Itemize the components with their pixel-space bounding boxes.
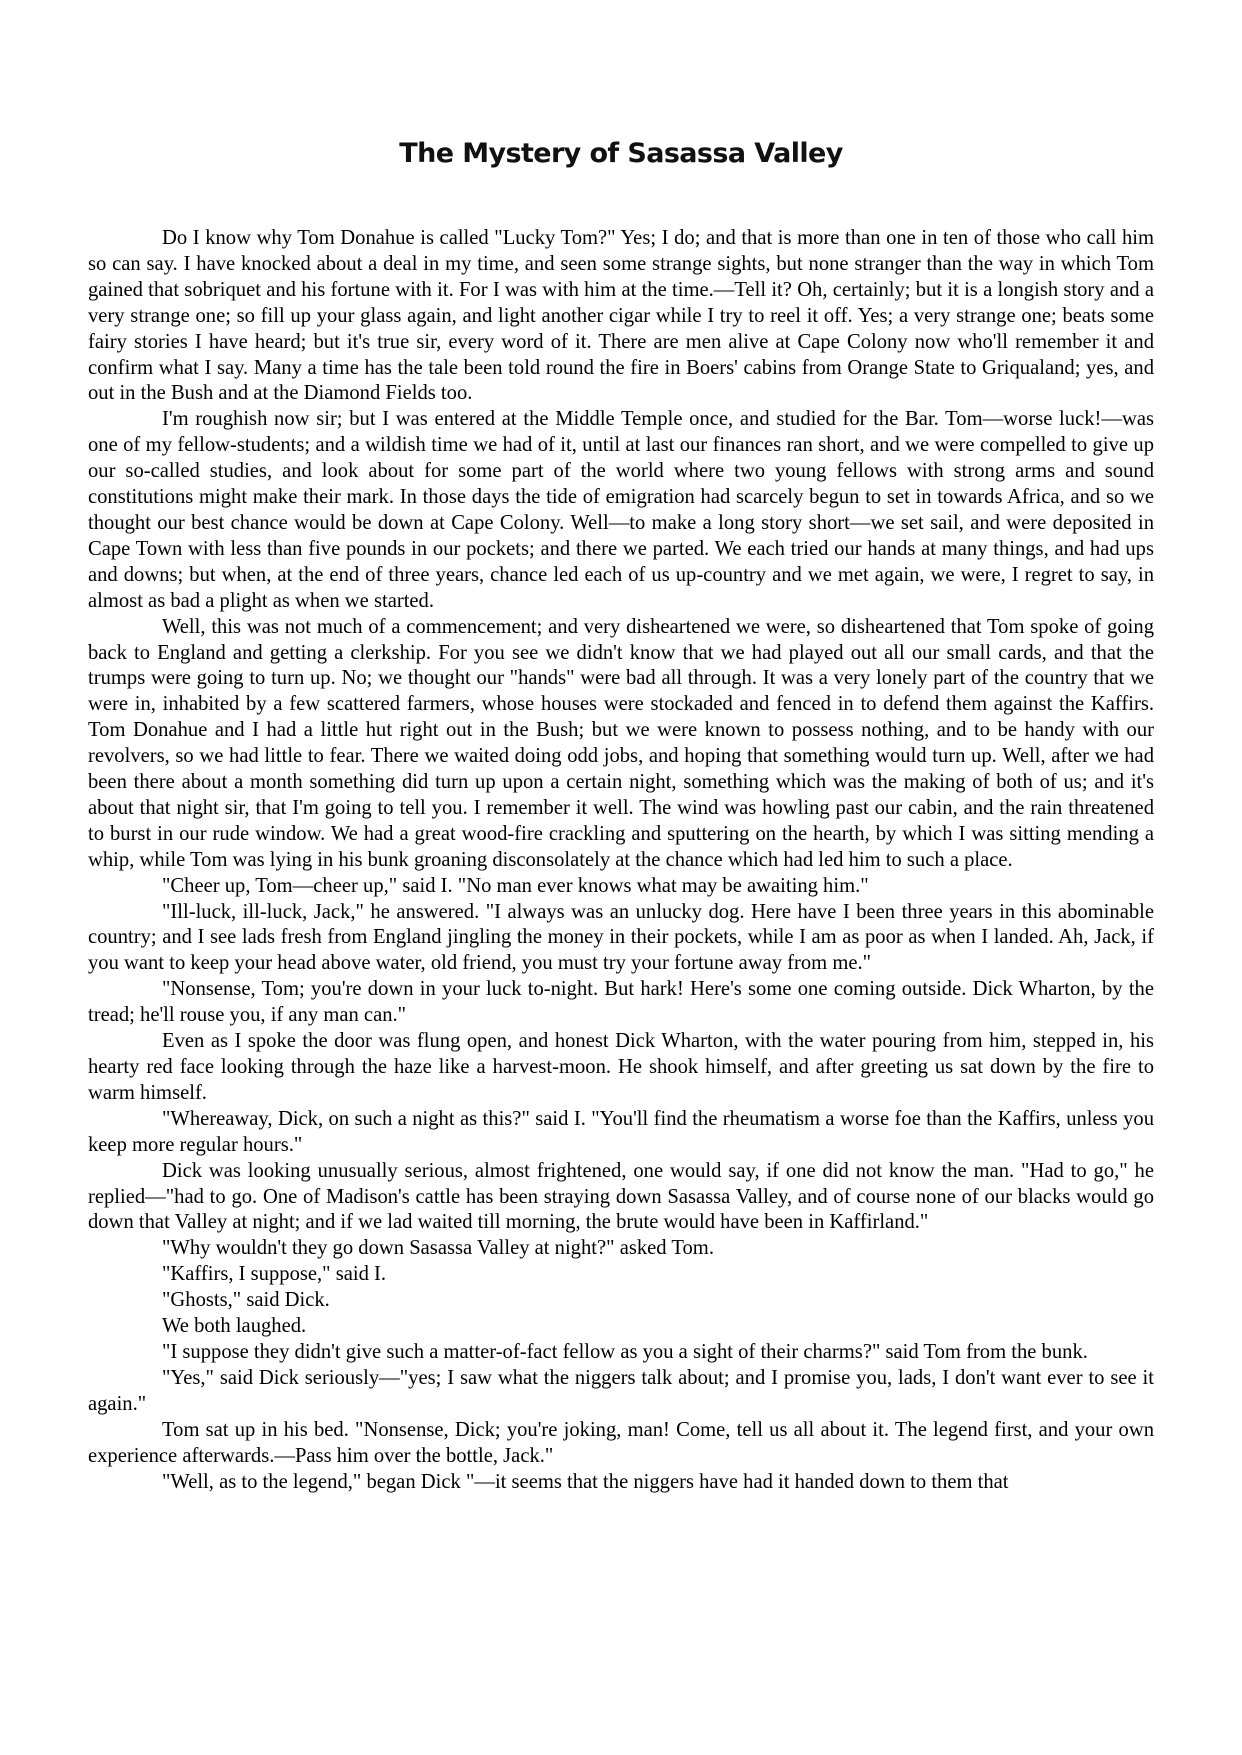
story-text	[88, 226, 1154, 1495]
paragraph: "Why wouldn't they go down Sasassa Valley at night?" asked Tom.	[162, 1237, 714, 1260]
paragraph: I'm roughish now sir; but I was entered at the Middle Temple once, and studied for the Bar. Tom—worse luck!—was one of my fellow-students; and a wildish time we had of it, until at last our finances ran short, and we were compelled to give up our so-called studies, and look about for some part of the world where two young fellows with strong arms and sound constitutions might make their mark. In those days the tide of emigration had scarcely begun to set in towards Africa, and so we thought our best chance would be down at Cape Colony. Well—to make a long story short—we set sail, and were deposited in Cape Town with less than five pounds in our pockets; and there we parted. We each tried our hands at many things, and had ups and downs; but when, at the end of three years, chance led each of us up-country and we met again, we were, I regret to say, in almost as bad a plight as when we started.	[88, 408, 1154, 612]
paragraph: "Ghosts," said Dick.	[162, 1289, 330, 1312]
paragraph: Tom sat up in his bed. "Nonsense, Dick; you're joking, man! Come, tell us all about it. The legend first, and your own experience afterwards.—Pass him over the bottle, Jack."	[88, 1418, 1154, 1467]
paragraph: "I suppose they didn't give such a matter-of-fact fellow as you a sight of their charms?" said Tom from the bunk.	[162, 1340, 1088, 1363]
paragraph: Even as I spoke the door was flung open, and honest Dick Wharton, with the water pouring from him, stepped in, his hearty red face looking through the haze like a harvest-moon. He shook himself, and after greeting us sat down by the fire to warm himself.	[88, 1030, 1154, 1104]
paragraph: "Well, as to the legend," began Dick "—it seems that the niggers have had it handed down to them that	[162, 1470, 1009, 1493]
paragraph: "Cheer up, Tom—cheer up," said I. "No man ever knows what may be awaiting him."	[162, 874, 869, 897]
paragraph: Well, this was not much of a commencement; and very disheartened we were, so disheartened that Tom spoke of going back to England and getting a clerkship. For you see we didn't know that we had played out all our small cards, and that the trumps were going to turn up. No; we thought our "hands" were bad all through. It was a very lonely part of the country that we were in, inhabited by a few scattered farmers, whose houses were stockaded and fenced in to defend them against the Kaffirs. Tom Donahue and I had a little hut right out in the Bush; but we were known to possess nothing, and to be handy with our revolvers, so we had little to fear. There we waited doing odd jobs, and hoping that something would turn up. Well, after we had been there about a month something did turn up upon a certain night, something which was the making of both of us; and it's about that night sir, that I'm going to tell you. I remember it well. The wind was howling past our cabin, and the rain threatened to burst in our rude window. We had a great wood-fire crackling and sputtering on the hearth, by which I was sitting mending a whip, while Tom was lying in his bunk groaning disconsolately at the chance which had led him to such a place.	[88, 615, 1154, 871]
paragraph: "Ill-luck, ill-luck, Jack," he answered. "I always was an unlucky dog. Here have I been three years in this abominable country; and I see lads fresh from England jingling the money in their pockets, while I am as poor as when I landed. Ah, Jack, if you want to keep your head above water, old friend, you must try your fortune away from me."	[88, 900, 1154, 975]
paragraph: We both laughed.	[162, 1315, 307, 1338]
paragraph: "Yes," said Dick seriously—"yes; I saw what the niggers talk about; and I promise you, lads, I don't want ever to see it again."	[88, 1366, 1154, 1415]
paragraph: "Whereaway, Dick, on such a night as this?" said I. "You'll find the rheumatism a worse foe than the Kaffirs, unless you keep more regular hours."	[88, 1107, 1154, 1156]
paragraph: Dick was looking unusually serious, almost frightened, one would say, if one did not know the man. "Had to go," he replied—"had to go. One of Madison's cattle has been straying down Sasassa Valley, and of course none of our blacks would go down that Valley at night; and if we lad waited till morning, the brute would have been in Kaffirland."	[88, 1159, 1154, 1234]
page-title: The Mystery of Sasassa Valley	[399, 138, 843, 169]
paragraph: Do I know why Tom Donahue is called "Lucky Tom?" Yes; I do; and that is more than one in ten of those who call him so can say. I have knocked about a deal in my time, and seen some strange sights, but none stranger than the way in which Tom gained that sobriquet and his fortune with it. For I was with him at the time.—Tell it? Oh, certainly; but it is a longish story and a very strange one; so fill up your glass again, and light another cigar while I try to reel it off. Yes; a very strange one; beats some fairy stories I have heard; but it's true sir, every word of it. There are men alive at Cape Colony now who'll remember it and confirm what I say. Many a time has the tale been told round the fire in Boers' cabins from Orange State to Griqualand; yes, and out in the Bush and at the Diamond Fields too.	[88, 227, 1154, 405]
paragraph: "Kaffirs, I suppose," said I.	[162, 1263, 387, 1286]
paragraph: "Nonsense, Tom; you're down in your luck to-night. But hark! Here's some one coming outside. Dick Wharton, by the tread; he'll rouse you, if any man can."	[88, 978, 1154, 1027]
